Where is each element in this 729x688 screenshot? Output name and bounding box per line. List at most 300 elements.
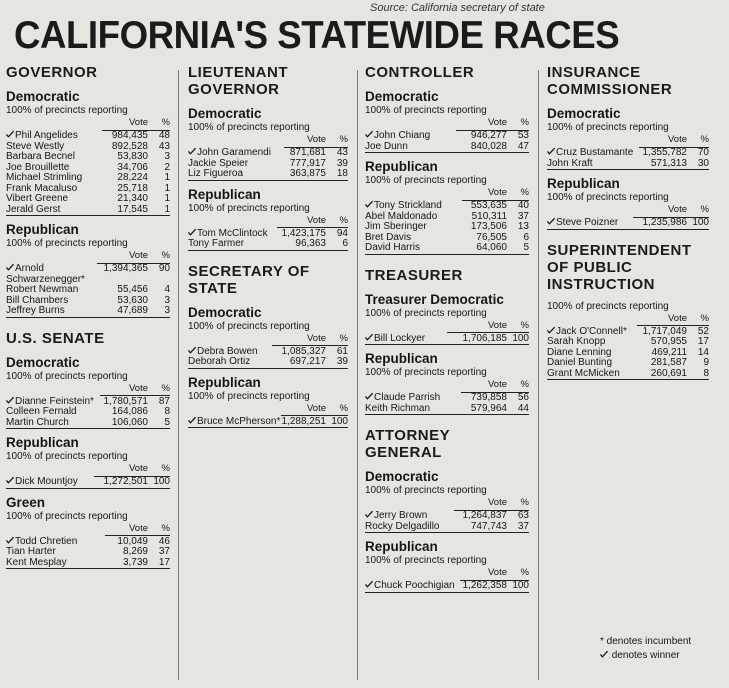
candidate-votes: 21,340 xyxy=(117,193,148,204)
precincts-reporting: 100% of precincts reporting xyxy=(547,192,669,203)
header-spacer xyxy=(547,135,639,147)
table-header-row xyxy=(188,404,348,416)
results-table xyxy=(188,334,348,369)
header-spacer xyxy=(6,524,105,536)
header-percent: % xyxy=(148,118,170,130)
source-note: Source: California secretary of state xyxy=(370,2,545,14)
race-secretary-of-state xyxy=(188,263,348,429)
candidate-votes: 96,363 xyxy=(295,238,326,249)
candidate-percent: 100 xyxy=(153,476,170,487)
checkmark-icon xyxy=(6,130,14,138)
results-table xyxy=(365,568,529,593)
candidate-name-text: Martin Church xyxy=(6,416,69,428)
candidate-name-text: Bill Lockyer xyxy=(374,332,426,344)
candidate-percent: 100 xyxy=(512,332,529,344)
header-vote: Vote xyxy=(639,135,687,147)
candidate-percent: 90 xyxy=(158,263,170,274)
header-vote: Vote xyxy=(105,524,148,536)
candidate-name-text: Joe Dunn xyxy=(365,140,408,152)
table-header-row xyxy=(6,118,170,130)
page-headline: CALIFORNIA'S STATEWIDE RACES xyxy=(14,14,620,57)
candidate-row xyxy=(547,369,709,380)
candidate-percent: 1 xyxy=(164,203,170,215)
header-spacer xyxy=(6,118,102,130)
table-header-row xyxy=(365,321,529,333)
candidate-name-text: Cruz Bustamante xyxy=(556,147,634,158)
table-header-row xyxy=(6,524,170,536)
table-header-row xyxy=(6,384,170,396)
candidate-name-text: Sarah Knopp xyxy=(547,336,606,347)
table-header-row xyxy=(365,568,529,580)
precincts-reporting: 100% of precincts reporting xyxy=(188,202,310,214)
candidate-votes: 363,875 xyxy=(289,168,326,179)
header-percent: % xyxy=(507,568,529,580)
candidate-votes: 10,049 xyxy=(117,535,148,547)
party-heading: Democratic xyxy=(6,89,80,104)
candidate-percent: 1 xyxy=(164,172,170,183)
candidate-name-text: Phil Angelides xyxy=(15,130,78,141)
legend-winner xyxy=(600,649,691,663)
candidate-row xyxy=(188,416,348,428)
candidate-name xyxy=(365,333,447,345)
party-heading: Republican xyxy=(188,186,261,202)
party-heading: Democratic xyxy=(188,304,262,320)
candidate-name xyxy=(365,580,460,592)
checkmark-icon xyxy=(547,147,555,155)
precincts-reporting: 100% of precincts reporting xyxy=(547,300,669,312)
header-percent: % xyxy=(507,380,529,392)
candidate-name-text: Steve Westly xyxy=(6,140,65,152)
header-spacer xyxy=(188,404,281,416)
header-percent: % xyxy=(326,135,348,147)
race-governor xyxy=(6,64,170,318)
candidate-row xyxy=(6,558,170,569)
header-spacer xyxy=(365,380,461,392)
results-table xyxy=(365,321,529,346)
candidate-votes: 1,264,837 xyxy=(462,510,507,521)
candidate-name-text: Steve Poizner xyxy=(556,217,619,228)
candidate-name-text: Michael Strimling xyxy=(6,172,83,183)
precincts-reporting: 100% of precincts reporting xyxy=(365,307,487,319)
candidate-percent: 1 xyxy=(164,182,170,194)
candidate-name-text: Schwarzenegger* xyxy=(6,273,85,285)
candidate-row xyxy=(547,217,709,229)
header-spacer xyxy=(365,568,460,580)
candidate-votes: 3,739 xyxy=(122,556,148,568)
results-table xyxy=(6,118,170,216)
candidate-percent: 100 xyxy=(331,415,348,427)
candidate-name-text: Jeffrey Burns xyxy=(6,305,65,316)
candidate-votes: 281,587 xyxy=(650,357,687,368)
party-heading: Democratic xyxy=(365,89,439,104)
candidate-votes: 739,858 xyxy=(470,392,507,403)
race-u-s-senate xyxy=(6,330,170,570)
party-heading: Republican xyxy=(365,159,438,174)
candidate-name-text: Tom McClintock xyxy=(197,227,268,239)
candidate-votes: 28,224 xyxy=(117,172,148,183)
candidate-name xyxy=(6,558,105,569)
candidate-name-text: Abel Maldonado xyxy=(365,210,438,222)
candidate-name-text: Colleen Fernald xyxy=(6,406,77,417)
checkmark-icon xyxy=(365,580,373,588)
header-percent: % xyxy=(148,464,170,476)
header-spacer xyxy=(547,205,633,217)
race-title: U.S. SENATE xyxy=(6,329,105,347)
candidate-name-text: Joe Brouillette xyxy=(6,161,70,173)
candidate-percent: 39 xyxy=(336,356,348,367)
candidate-name-text: Jim Sberinger xyxy=(365,221,427,232)
race-title: CONTROLLER xyxy=(365,64,475,81)
checkmark-icon xyxy=(365,510,373,518)
candidate-votes: 697,217 xyxy=(289,356,326,367)
candidate-percent: 37 xyxy=(517,210,529,222)
precincts-reporting: 100% of precincts reporting xyxy=(188,320,310,332)
candidate-name-text: Frank Macaluso xyxy=(6,182,78,194)
results-table xyxy=(6,524,170,570)
header-vote: Vote xyxy=(447,321,507,333)
candidate-name xyxy=(188,239,277,250)
table-header-row xyxy=(6,251,170,263)
header-spacer xyxy=(188,135,284,147)
header-spacer xyxy=(365,118,456,130)
party-heading: Republican xyxy=(547,176,620,191)
legend-incumbent: * denotes incumbent xyxy=(600,636,692,647)
candidate-name-text: Bill Chambers xyxy=(6,294,69,306)
candidate-row xyxy=(6,205,170,216)
header-spacer xyxy=(365,498,454,510)
candidate-row xyxy=(365,522,529,533)
header-spacer xyxy=(547,314,637,326)
header-percent: % xyxy=(507,188,529,200)
candidate-votes: 1,235,986 xyxy=(642,217,687,228)
candidate-votes: 579,964 xyxy=(470,402,507,414)
candidate-votes: 34,706 xyxy=(117,161,148,173)
candidate-row xyxy=(6,306,170,317)
party-heading: Republican xyxy=(6,435,79,450)
candidate-name xyxy=(188,357,272,368)
candidate-name xyxy=(365,142,456,153)
candidate-name-text: John Garamendi xyxy=(197,147,271,158)
legend xyxy=(600,635,691,663)
column-divider xyxy=(357,70,358,680)
candidate-percent: 5 xyxy=(523,242,529,253)
checkmark-icon xyxy=(6,476,14,484)
precincts-reporting: 100% of precincts reporting xyxy=(6,451,128,462)
candidate-name xyxy=(365,243,462,254)
table-header-row xyxy=(188,135,348,147)
candidate-votes: 47,689 xyxy=(117,305,148,316)
candidate-row xyxy=(6,418,170,429)
candidate-row xyxy=(188,357,348,368)
candidate-percent: 53 xyxy=(517,130,529,141)
header-percent: % xyxy=(507,321,529,333)
table-header-row xyxy=(547,314,709,326)
candidate-percent: 46 xyxy=(158,535,170,547)
precincts-reporting: 100% of precincts reporting xyxy=(365,367,487,378)
candidate-percent: 39 xyxy=(336,157,348,169)
candidate-percent: 17 xyxy=(697,336,709,347)
candidate-percent: 44 xyxy=(517,402,529,414)
candidate-votes: 1,717,049 xyxy=(642,325,687,337)
table-header-row xyxy=(547,135,709,147)
candidate-name-text: Deborah Ortiz xyxy=(188,356,251,367)
candidate-percent: 9 xyxy=(703,357,709,368)
header-vote: Vote xyxy=(637,314,687,326)
race-attorney-general xyxy=(365,427,529,593)
candidate-votes: 946,277 xyxy=(470,130,507,141)
column-divider xyxy=(538,70,539,680)
candidate-name-text: Robert Newman xyxy=(6,284,79,295)
header-vote: Vote xyxy=(284,135,326,147)
candidate-votes: 53,630 xyxy=(117,294,148,306)
race-title: ATTORNEY GENERAL xyxy=(365,427,450,461)
checkmark-icon xyxy=(547,326,555,334)
candidate-name-text: David Harris xyxy=(365,242,421,253)
candidate-name-text: Jerald Gerst xyxy=(6,203,61,215)
race-controller xyxy=(365,64,529,255)
table-header-row xyxy=(6,464,170,476)
candidate-votes: 55,456 xyxy=(117,284,148,295)
candidate-name xyxy=(547,159,639,170)
party-heading: Democratic xyxy=(188,106,262,121)
party-heading: Democratic xyxy=(547,106,621,121)
candidate-percent: 48 xyxy=(158,130,170,141)
candidate-votes: 1,780,571 xyxy=(103,395,148,407)
candidate-votes: 571,313 xyxy=(650,157,687,169)
checkmark-icon xyxy=(188,346,196,354)
header-percent: % xyxy=(148,524,170,536)
candidate-percent: 52 xyxy=(697,325,709,337)
header-vote: Vote xyxy=(462,188,507,200)
candidate-votes: 76,505 xyxy=(476,231,507,243)
checkmark-icon xyxy=(188,416,196,424)
candidate-percent: 37 xyxy=(158,546,170,557)
candidate-percent: 100 xyxy=(512,580,529,591)
candidate-percent: 94 xyxy=(336,227,348,239)
checkmark-icon xyxy=(600,650,608,658)
candidate-percent: 70 xyxy=(697,147,709,158)
candidate-votes: 1,085,327 xyxy=(281,345,326,357)
candidate-name-text: Debra Bowen xyxy=(197,345,258,357)
candidate-percent: 6 xyxy=(342,238,348,249)
column-2 xyxy=(188,64,348,440)
candidate-votes: 17,545 xyxy=(117,203,148,215)
header-vote: Vote xyxy=(277,216,327,228)
candidate-percent: 18 xyxy=(336,168,348,179)
candidate-votes: 1,706,185 xyxy=(462,332,507,344)
results-table xyxy=(6,384,170,430)
header-vote: Vote xyxy=(454,498,507,510)
candidate-percent: 3 xyxy=(164,151,170,162)
header-vote: Vote xyxy=(461,380,507,392)
candidate-row xyxy=(365,333,529,345)
candidate-name-text: Tony Strickland xyxy=(374,200,442,211)
header-vote: Vote xyxy=(281,404,326,416)
candidate-name-text: Diane Lenning xyxy=(547,346,612,358)
column-3 xyxy=(365,64,529,605)
header-vote: Vote xyxy=(102,118,148,130)
results-table xyxy=(6,251,170,318)
candidate-votes: 840,028 xyxy=(470,140,507,152)
checkmark-icon xyxy=(188,147,196,155)
header-percent: % xyxy=(687,135,709,147)
candidate-name-text: Daniel Bunting xyxy=(547,357,613,368)
candidate-percent: 63 xyxy=(517,510,529,521)
candidate-votes: 1,355,782 xyxy=(642,147,687,158)
candidate-percent: 56 xyxy=(517,392,529,403)
precincts-reporting: 100% of precincts reporting xyxy=(6,238,128,249)
candidate-row xyxy=(6,476,170,488)
checkmark-icon xyxy=(365,130,373,138)
results-table xyxy=(365,380,529,415)
candidate-votes: 260,691 xyxy=(650,367,687,379)
race-title: SUPERINTENDENT OF PUBLIC INSTRUCTION xyxy=(547,241,692,293)
candidate-votes: 1,394,365 xyxy=(103,263,148,274)
header-spacer xyxy=(188,216,277,228)
candidate-name-text: Jack O'Connell* xyxy=(556,325,627,337)
header-vote: Vote xyxy=(100,384,148,396)
candidate-name xyxy=(6,418,100,429)
precincts-reporting: 100% of precincts reporting xyxy=(188,122,310,133)
candidate-percent: 3 xyxy=(164,294,170,306)
results-table xyxy=(365,498,529,533)
candidate-votes: 469,211 xyxy=(651,346,687,358)
column-4 xyxy=(547,64,709,392)
race-title: TREASURER xyxy=(365,266,463,284)
precincts-reporting: 100% of precincts reporting xyxy=(6,510,128,522)
header-percent: % xyxy=(507,498,529,510)
precincts-reporting: 100% of precincts reporting xyxy=(365,555,487,566)
candidate-name-text: Jackie Speier xyxy=(188,157,249,169)
precincts-reporting: 100% of precincts reporting xyxy=(6,370,128,382)
candidate-name-text: Arnold xyxy=(15,263,44,274)
checkmark-icon xyxy=(6,536,14,544)
header-spacer xyxy=(365,188,462,200)
candidate-name-text: Vibert Greene xyxy=(6,193,69,204)
candidate-votes: 777,917 xyxy=(289,157,326,169)
table-header-row xyxy=(365,188,529,200)
candidate-percent: 3 xyxy=(164,305,170,316)
legend-winner-text: denotes winner xyxy=(611,650,680,661)
candidate-name-text: Grant McMicken xyxy=(547,367,620,379)
party-heading: Democratic xyxy=(6,354,80,370)
checkmark-icon xyxy=(365,200,373,208)
table-header-row xyxy=(365,498,529,510)
candidate-percent: 43 xyxy=(336,147,348,158)
candidate-name-text: Bret Davis xyxy=(365,231,412,243)
party-heading: Green xyxy=(6,494,46,510)
candidate-name xyxy=(547,369,637,380)
candidate-votes: 510,311 xyxy=(471,210,507,222)
header-percent: % xyxy=(148,251,170,263)
header-spacer xyxy=(365,321,447,333)
candidate-percent: 1 xyxy=(164,193,170,204)
candidate-name xyxy=(6,205,102,216)
candidate-row xyxy=(365,404,529,415)
candidate-votes: 892,528 xyxy=(111,140,148,152)
precincts-reporting: 100% of precincts reporting xyxy=(365,175,487,186)
candidate-percent: 5 xyxy=(164,416,170,428)
header-percent: % xyxy=(507,118,529,130)
candidate-name-text: Dianne Feinstein* xyxy=(15,395,94,407)
header-percent: % xyxy=(326,334,348,346)
candidate-votes: 1,423,175 xyxy=(281,227,326,239)
precincts-reporting: 100% of precincts reporting xyxy=(6,105,128,116)
header-percent: % xyxy=(148,384,170,396)
table-header-row xyxy=(188,334,348,346)
candidate-votes: 64,060 xyxy=(476,242,507,253)
candidate-percent: 17 xyxy=(158,556,170,568)
header-vote: Vote xyxy=(460,568,507,580)
candidate-votes: 747,743 xyxy=(470,520,507,532)
race-title: SECRETARY OF STATE xyxy=(188,262,310,297)
candidate-votes: 164,086 xyxy=(111,406,148,417)
candidate-name-text: Chuck Poochigian xyxy=(374,580,455,591)
candidate-name-text: Tian Harter xyxy=(6,546,56,557)
candidate-votes: 1,262,358 xyxy=(462,580,507,591)
candidate-percent: 30 xyxy=(697,157,709,169)
race-superintendent-of-public-instruction xyxy=(547,242,709,381)
party-heading: Treasurer Democratic xyxy=(365,291,504,307)
results-table xyxy=(547,135,709,170)
candidate-name-text: Tony Farmer xyxy=(188,238,245,249)
header-vote: Vote xyxy=(97,251,148,263)
candidate-percent: 8 xyxy=(164,406,170,417)
results-table xyxy=(188,404,348,429)
results-table xyxy=(188,216,348,251)
candidate-percent: 2 xyxy=(164,161,170,173)
checkmark-icon xyxy=(188,228,196,236)
candidate-votes: 8,269 xyxy=(122,546,148,557)
race-lieutenant-governor xyxy=(188,64,348,251)
candidate-name xyxy=(365,522,454,533)
party-heading: Democratic xyxy=(365,469,439,484)
candidate-row xyxy=(365,580,529,592)
candidate-name-text: Kent Mesplay xyxy=(6,556,67,568)
party-heading: Republican xyxy=(365,351,438,366)
race-treasurer xyxy=(365,267,529,416)
candidate-name xyxy=(6,476,94,488)
checkmark-icon xyxy=(365,392,373,400)
candidate-name-text: Liz Figueroa xyxy=(188,168,244,179)
header-vote: Vote xyxy=(94,464,148,476)
checkmark-icon xyxy=(365,333,373,341)
header-spacer xyxy=(6,384,100,396)
candidate-percent: 40 xyxy=(517,200,529,211)
candidate-percent: 6 xyxy=(523,231,529,243)
party-heading: Republican xyxy=(365,539,438,554)
party-heading: Republican xyxy=(188,374,261,390)
table-header-row xyxy=(188,216,348,228)
candidate-percent: 61 xyxy=(336,345,348,357)
results-table xyxy=(6,464,170,489)
results-table xyxy=(365,118,529,153)
candidate-name-text: Todd Chretien xyxy=(15,535,78,547)
candidate-votes: 871,681 xyxy=(289,147,326,158)
precincts-reporting: 100% of precincts reporting xyxy=(365,485,487,496)
candidate-name-text: Keith Richman xyxy=(365,402,431,414)
candidate-percent: 14 xyxy=(697,346,709,358)
candidate-votes: 106,060 xyxy=(111,416,148,428)
column-1 xyxy=(6,64,170,581)
candidate-name-text: John Kraft xyxy=(547,157,593,169)
checkmark-icon xyxy=(6,263,14,271)
candidate-name xyxy=(6,306,97,317)
candidate-name-text: Rocky Delgadillo xyxy=(365,520,440,532)
race-title: LIEUTENANT GOVERNOR xyxy=(188,64,288,98)
header-percent: % xyxy=(326,216,348,228)
precincts-reporting: 100% of precincts reporting xyxy=(188,390,310,402)
